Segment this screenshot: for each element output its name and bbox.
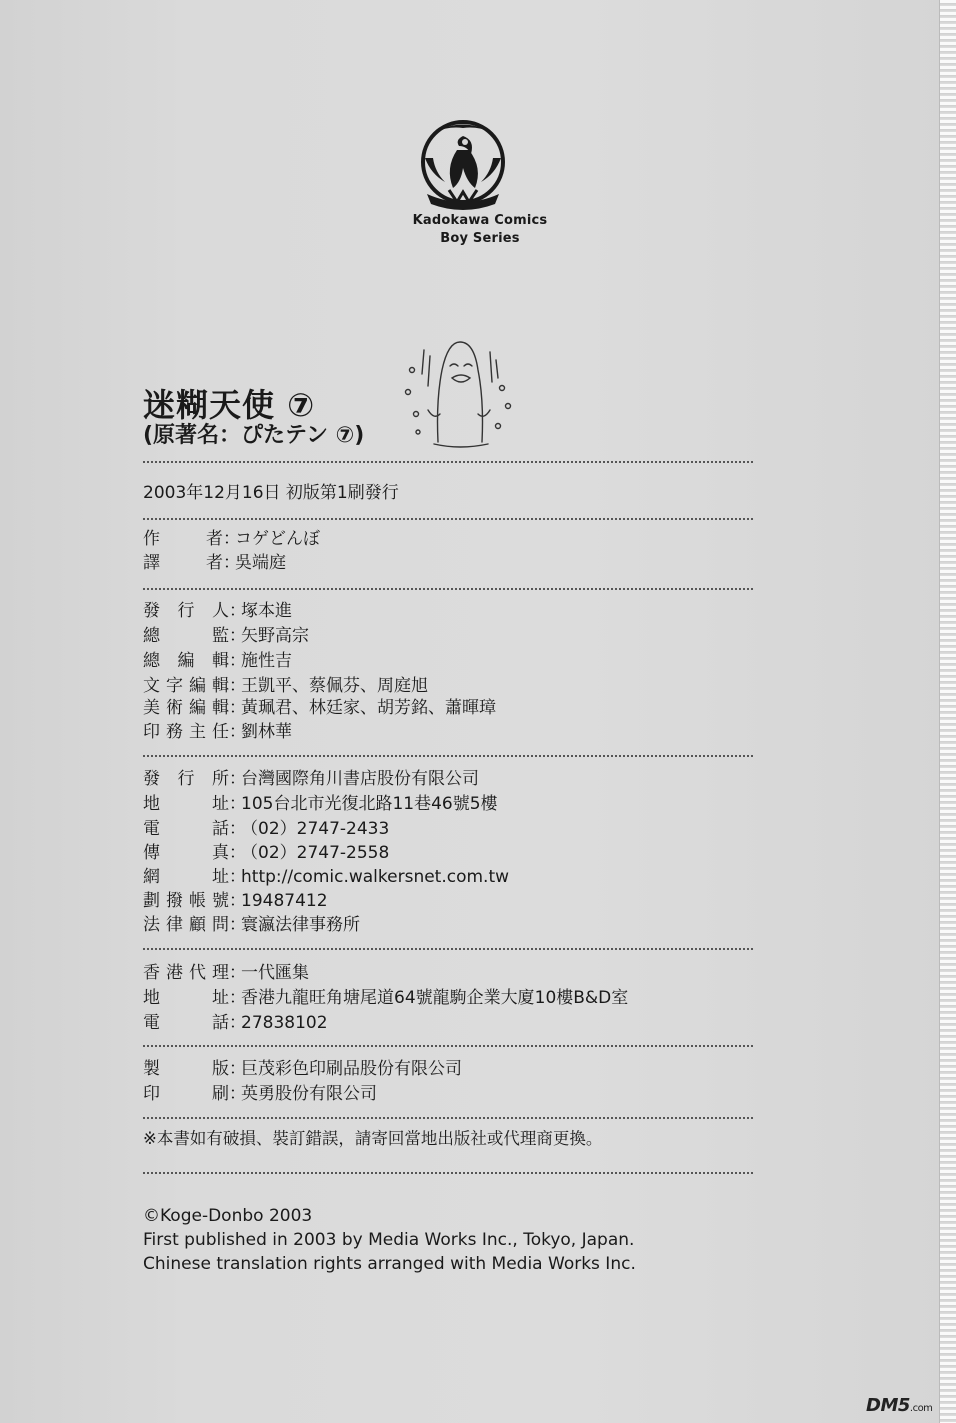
publisher-value: 105台北市光復北路11巷46號5樓 [241, 794, 498, 814]
dotted-divider [143, 755, 753, 757]
copyright-line: First published in 2003 by Media Works Inc., Tokyo, Japan. [143, 1230, 635, 1250]
publisher-row: 傳真：（02）2747-2558 [143, 843, 390, 863]
staff-label: 總監 [143, 626, 229, 646]
publisher-row: 法律顧問：寰瀛法律事務所 [143, 915, 360, 935]
dotted-divider [143, 461, 753, 463]
staff-label: 文字編輯 [143, 676, 229, 696]
publisher-value: （02）2747-2558 [241, 843, 390, 863]
publisher-label: 劃撥帳號 [143, 891, 229, 911]
website-link[interactable]: http://comic.walkersnet.com.tw [241, 867, 510, 887]
staff-label: 美術編輯 [143, 698, 229, 718]
staff-value: 塚本進 [241, 601, 292, 621]
staff-value: 劉林華 [241, 722, 292, 742]
dotted-divider [143, 1172, 753, 1174]
publisher-value: 19487412 [241, 891, 328, 911]
publisher-row: 網址：http://comic.walkersnet.com.tw [143, 867, 510, 887]
page-edge [939, 0, 956, 1423]
publisher-label: 法律顧問 [143, 915, 229, 935]
dotted-divider [143, 518, 753, 520]
publisher-value: 寰瀛法律事務所 [241, 915, 360, 935]
publish-date: 2003年12月16日 初版第1刷發行 [143, 483, 399, 503]
dotted-divider [143, 1117, 753, 1119]
hk-agent-label: 電話 [143, 1013, 229, 1033]
credit-translator: 譯者：吳端庭 [143, 553, 286, 573]
publisher-row: 電話：（02）2747-2433 [143, 819, 390, 839]
dotted-divider [143, 588, 753, 590]
staff-row: 文字編輯：王凱平、蔡佩芬、周庭旭 [143, 676, 428, 696]
staff-value: 矢野高宗 [241, 626, 309, 646]
staff-label: 發行人 [143, 601, 229, 621]
damage-notice: ※本書如有破損、裝訂錯誤，請寄回當地出版社或代理商更換。 [143, 1129, 603, 1148]
publisher-value: 台灣國際角川書店股份有限公司 [241, 769, 479, 789]
publisher-label: 地址 [143, 794, 229, 814]
book-title: 迷糊天使 ⑦ [143, 386, 316, 424]
publisher-label: 電話 [143, 819, 229, 839]
printing-value: 英勇股份有限公司 [241, 1084, 377, 1104]
staff-row: 印務主任：劉林華 [143, 722, 292, 742]
publisher-row: 劃撥帳號：19487412 [143, 891, 328, 911]
printing-row: 印刷：英勇股份有限公司 [143, 1084, 377, 1104]
copyright-line: Chinese translation rights arranged with Media Works Inc. [143, 1254, 636, 1274]
hk-agent-label: 地址 [143, 988, 229, 1008]
copyright-line: ©Koge-Donbo 2003 [143, 1206, 313, 1226]
staff-value: 施性吉 [241, 651, 292, 671]
publisher-row: 地址：105台北市光復北路11巷46號5樓 [143, 794, 498, 814]
hk-agent-row: 香港代理：一代匯集 [143, 963, 309, 983]
hk-agent-row: 電話：27838102 [143, 1013, 328, 1033]
publisher-row: 發行所：台灣國際角川書店股份有限公司 [143, 769, 479, 789]
publisher-label: 網址 [143, 867, 229, 887]
hk-agent-value: 一代匯集 [241, 963, 309, 983]
publisher-label: 傳真 [143, 843, 229, 863]
staff-value: 黃珮君、林廷家、胡芳銘、蕭暉璋 [241, 698, 496, 718]
staff-row: 發行人：塚本進 [143, 601, 292, 621]
mascot-doodle-icon [398, 330, 520, 452]
watermark-suffix: .com [909, 1403, 933, 1414]
printing-value: 巨茂彩色印刷品股份有限公司 [241, 1059, 462, 1079]
brand-line-2: Boy Series [440, 231, 520, 246]
printing-label: 印刷 [143, 1084, 229, 1104]
site-watermark [866, 1394, 944, 1418]
credit-value: コゲどんぼ [235, 529, 320, 549]
publisher-value: （02）2747-2433 [241, 819, 390, 839]
hk-agent-row: 地址：香港九龍旺角塘尾道64號龍駒企業大廈10樓B&D室 [143, 988, 629, 1008]
staff-row: 總編輯：施性吉 [143, 651, 292, 671]
staff-value: 王凱平、蔡佩芬、周庭旭 [241, 676, 428, 696]
printing-label: 製版 [143, 1059, 229, 1079]
original-title: (原著名：ぴたテン ⑦) [143, 423, 365, 448]
staff-label: 總編輯 [143, 651, 229, 671]
credit-label: 作者 [143, 529, 223, 549]
hk-agent-label: 香港代理 [143, 963, 229, 983]
credit-value: 吳端庭 [235, 553, 286, 573]
imprint-brand [380, 212, 580, 248]
credit-label: 譯者 [143, 553, 223, 573]
hk-agent-value: 27838102 [241, 1013, 328, 1033]
watermark-main: DM5 [866, 1395, 910, 1416]
phoenix-logo-icon [405, 112, 521, 216]
printing-row: 製版：巨茂彩色印刷品股份有限公司 [143, 1059, 462, 1079]
brand-line-1: Kadokawa Comics [412, 213, 548, 228]
staff-label: 印務主任 [143, 722, 229, 742]
credit-author: 作者：コゲどんぼ [143, 529, 320, 549]
dotted-divider [143, 948, 753, 950]
staff-row: 總監：矢野高宗 [143, 626, 309, 646]
hk-agent-value: 香港九龍旺角塘尾道64號龍駒企業大廈10樓B&D室 [241, 988, 629, 1008]
dotted-divider [143, 1045, 753, 1047]
staff-row: 美術編輯：黃珮君、林廷家、胡芳銘、蕭暉璋 [143, 698, 496, 718]
publisher-label: 發行所 [143, 769, 229, 789]
